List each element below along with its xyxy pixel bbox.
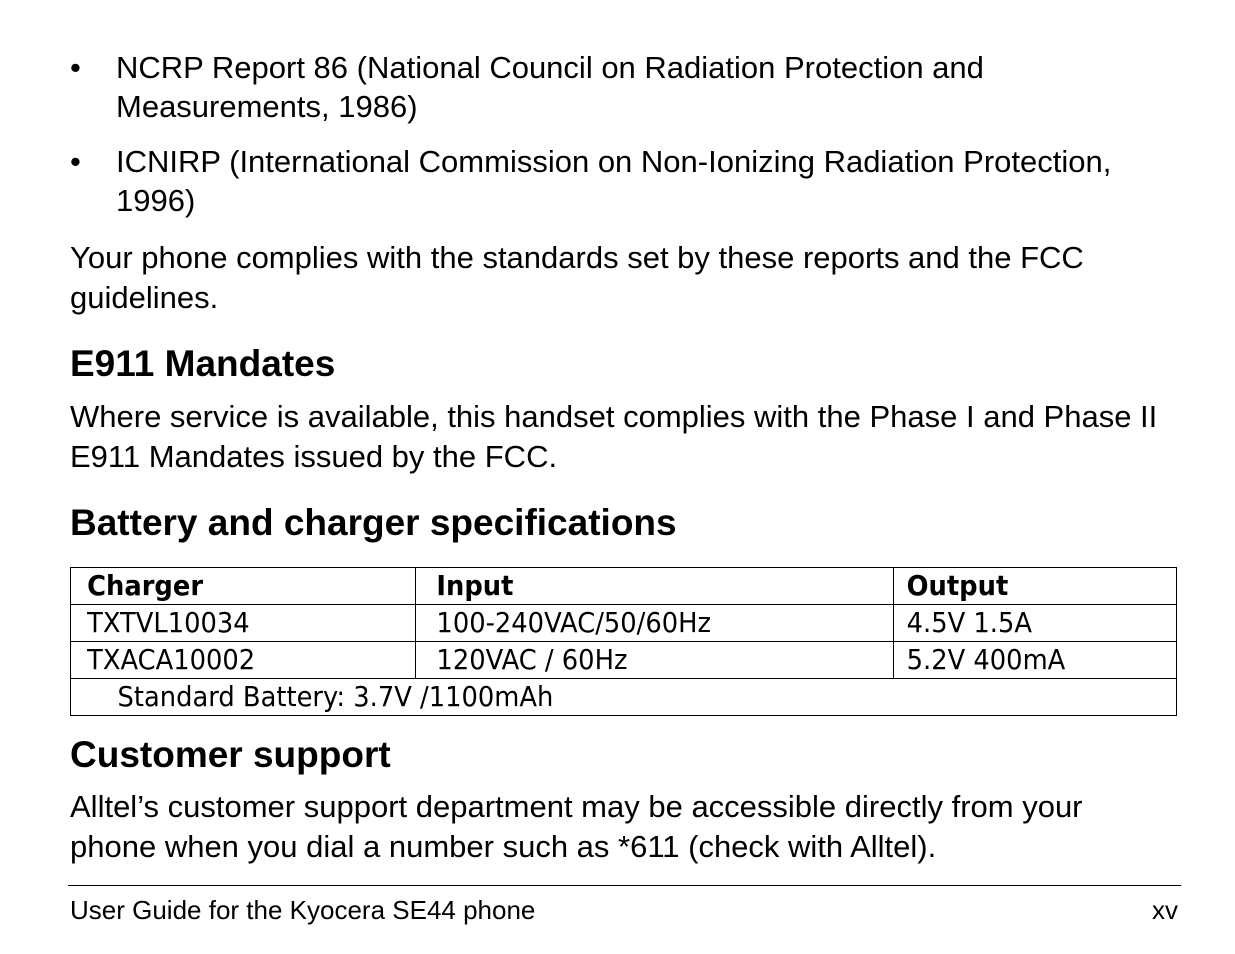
compliance-paragraph: Your phone complies with the standards set by these reports and the FCC guidelines. bbox=[70, 240, 1084, 315]
table-header-cell: Input bbox=[434, 568, 874, 605]
bullet-text: ICNIRP (International Commission on Non-Ionizing Radiation Protection, 1996) bbox=[116, 144, 1112, 218]
bullet-symbol: • bbox=[70, 50, 81, 85]
table-cell: 120VAC / 60Hz bbox=[434, 642, 874, 679]
table-header-cell: Output bbox=[905, 568, 1165, 605]
footer-title: User Guide for the Kyocera SE44 phone bbox=[70, 895, 536, 925]
table-row bbox=[71, 642, 1177, 679]
specs-table bbox=[70, 567, 1177, 716]
table-cell: TXACA10002 bbox=[84, 642, 401, 679]
section-heading-e911: E911 Mandates bbox=[70, 343, 336, 384]
support-paragraph: Alltel’s customer support department may be accessible directly from your phone when you dial a number such as *611 (check with Alltel). bbox=[70, 789, 1083, 864]
table-cell: 5.2V 400mA bbox=[905, 642, 1165, 679]
table-footer-row bbox=[71, 679, 1177, 716]
table-cell: 100-240VAC/50/60Hz bbox=[434, 605, 874, 642]
e911-paragraph: Where service is available, this handset complies with the Phase I and Phase II E911 Mandates issued by the FCC. bbox=[70, 399, 1158, 474]
bullet-text: NCRP Report 86 (National Council on Radiation Protection and Measurements, 1986) bbox=[116, 50, 984, 124]
table-header-row bbox=[71, 568, 1177, 605]
table-cell: TXTVL10034 bbox=[84, 605, 401, 642]
table-header-cell: Charger bbox=[84, 568, 401, 605]
table-cell: 4.5V 1.5A bbox=[905, 605, 1165, 642]
table-row bbox=[71, 605, 1177, 642]
section-heading-battery: Battery and charger specifications bbox=[70, 502, 677, 543]
page-number: xv bbox=[1152, 895, 1178, 925]
battery-spec-cell: Standard Battery: 3.7V /1100mAh bbox=[115, 679, 1133, 716]
footer-divider bbox=[68, 885, 1181, 886]
section-heading-support: Customer support bbox=[70, 734, 391, 775]
bullet-symbol: • bbox=[70, 144, 81, 179]
